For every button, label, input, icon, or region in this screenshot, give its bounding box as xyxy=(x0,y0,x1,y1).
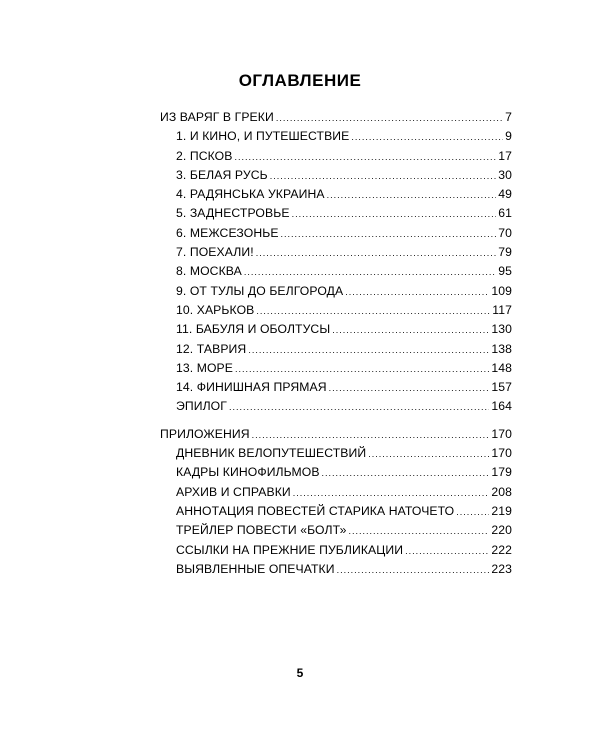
toc-entry-title: ДНЕВНИК ВЕЛОПУТЕШЕСТВИЙ xyxy=(176,446,367,461)
dot-leader xyxy=(292,205,497,224)
table-of-contents xyxy=(160,108,512,585)
toc-entry[interactable] xyxy=(160,378,512,397)
dot-leader xyxy=(256,302,490,321)
dot-leader xyxy=(405,542,489,561)
toc-entry[interactable] xyxy=(160,397,512,416)
toc-entry-page: 95 xyxy=(498,264,512,279)
dot-leader xyxy=(229,398,489,417)
toc-entry[interactable] xyxy=(160,502,512,521)
dot-leader xyxy=(327,186,497,205)
toc-entry-title: 14. ФИНИШНАЯ ПРЯМАЯ xyxy=(176,380,327,395)
dot-leader xyxy=(235,360,489,379)
toc-entry-page: 109 xyxy=(491,283,512,298)
toc-entry[interactable] xyxy=(160,224,512,243)
toc-entry-title: 13. МОРЕ xyxy=(176,360,234,375)
dot-leader xyxy=(256,244,497,263)
toc-entry-page: 223 xyxy=(491,561,512,576)
toc-entry-title: 4. РАДЯНСЬКА УКРАИНА xyxy=(176,187,325,202)
toc-section-main xyxy=(160,108,512,417)
page-title: ОГЛАВЛЕНИЕ xyxy=(238,71,362,90)
dot-leader xyxy=(281,225,497,244)
toc-entry-page: 148 xyxy=(491,360,512,375)
toc-entry-title: 9. ОТ ТУЛЫ ДО БЕЛГОРОДА xyxy=(176,283,344,298)
toc-entry-page: 222 xyxy=(491,542,512,557)
toc-entry-page: 220 xyxy=(491,523,512,538)
dot-leader xyxy=(252,426,490,445)
toc-entry[interactable] xyxy=(160,541,512,560)
toc-entry-page: 79 xyxy=(498,245,512,260)
toc-entry[interactable] xyxy=(160,185,512,204)
toc-entry-page: 208 xyxy=(491,484,512,499)
toc-entry-page: 17 xyxy=(498,148,512,163)
toc-entry[interactable] xyxy=(160,147,512,166)
dot-leader xyxy=(337,561,490,580)
toc-entry-page: 138 xyxy=(491,341,512,356)
dot-leader xyxy=(248,341,489,360)
toc-entry-title: АРХИВ И СПРАВКИ xyxy=(176,484,291,499)
toc-entry[interactable] xyxy=(160,560,512,579)
toc-entry-title: 1. И КИНО, И ПУТЕШЕСТВИЕ xyxy=(176,129,350,144)
toc-entry[interactable] xyxy=(160,204,512,223)
toc-entry-title: ЭПИЛОГ xyxy=(176,399,227,414)
dot-leader xyxy=(293,484,490,503)
toc-entry-page: 30 xyxy=(498,167,512,182)
toc-entry[interactable] xyxy=(160,127,512,146)
dot-leader xyxy=(270,167,497,186)
toc-entry[interactable] xyxy=(160,282,512,301)
toc-entry-title: ТРЕЙЛЕР ПОВЕСТИ «БОЛТ» xyxy=(176,523,347,538)
page-number: 5 xyxy=(296,666,304,680)
toc-entry-title: 10. ХАРЬКОВ xyxy=(176,302,255,317)
toc-entry-title: 6. МЕЖСЕЗОНЬЕ xyxy=(176,225,279,240)
toc-entry-title: ВЫЯВЛЕННЫЕ ОПЕЧАТКИ xyxy=(176,561,335,576)
toc-section-appendices xyxy=(160,425,512,579)
toc-entry-page: 164 xyxy=(491,399,512,414)
toc-entry-title: 3. БЕЛАЯ РУСЬ xyxy=(176,167,268,182)
dot-leader xyxy=(345,283,489,302)
dot-leader xyxy=(244,263,496,282)
toc-entry-title: АННОТАЦИЯ ПОВЕСТЕЙ СТАРИКА НАТОЧЕТО xyxy=(176,503,455,518)
dot-leader xyxy=(456,503,489,522)
dot-leader xyxy=(332,321,489,340)
toc-entry[interactable] xyxy=(160,262,512,281)
toc-entry-page: 117 xyxy=(492,302,512,317)
toc-entry[interactable] xyxy=(160,483,512,502)
toc-entry-page: 179 xyxy=(491,465,512,480)
toc-entry-page: 70 xyxy=(498,225,512,240)
dot-leader xyxy=(368,445,489,464)
toc-entry-page: 170 xyxy=(491,446,512,461)
dot-leader xyxy=(276,109,503,128)
toc-entry[interactable] xyxy=(160,444,512,463)
toc-entry[interactable] xyxy=(160,301,512,320)
toc-entry-title: ССЫЛКИ НА ПРЕЖНИЕ ПУБЛИКАЦИИ xyxy=(176,542,404,557)
toc-entry-title: ПРИЛОЖЕНИЯ xyxy=(160,426,250,441)
toc-entry-title: КАДРЫ КИНОФИЛЬМОВ xyxy=(176,465,320,480)
toc-entry-title: 7. ПОЕХАЛИ! xyxy=(176,245,254,260)
toc-entry[interactable] xyxy=(160,521,512,540)
toc-entry-page: 49 xyxy=(498,187,512,202)
toc-entry[interactable] xyxy=(160,340,512,359)
toc-entry-title: 2. ПСКОВ xyxy=(176,148,233,163)
toc-entry[interactable] xyxy=(160,320,512,339)
toc-entry[interactable] xyxy=(160,463,512,482)
toc-entry-title: 12. ТАВРИЯ xyxy=(176,341,247,356)
toc-entry-title: 8. МОСКВА xyxy=(176,264,242,279)
toc-entry-page: 157 xyxy=(491,380,512,395)
toc-entry-page: 61 xyxy=(498,206,512,221)
toc-entry-page: 170 xyxy=(491,426,512,441)
toc-entry-title: ИЗ ВАРЯГ В ГРЕКИ xyxy=(160,110,274,124)
toc-entry-page: 130 xyxy=(491,322,512,337)
dot-leader xyxy=(348,522,489,541)
toc-entry-page: 7 xyxy=(505,110,512,124)
toc-entry-page: 219 xyxy=(491,503,512,518)
toc-entry[interactable] xyxy=(160,359,512,378)
toc-entry[interactable] xyxy=(160,425,512,444)
toc-entry-page: 9 xyxy=(505,129,512,144)
toc-entry-title: 5. ЗАДНЕСТРОВЬЕ xyxy=(176,206,290,221)
toc-entry[interactable] xyxy=(160,166,512,185)
dot-leader xyxy=(329,379,490,398)
dot-leader xyxy=(351,128,503,147)
dot-leader xyxy=(234,148,496,167)
toc-entry-title: 11. БАБУЛЯ И ОБОЛТУСЫ xyxy=(176,322,331,337)
toc-entry[interactable] xyxy=(160,108,512,127)
dot-leader xyxy=(322,464,490,483)
toc-entry[interactable] xyxy=(160,243,512,262)
